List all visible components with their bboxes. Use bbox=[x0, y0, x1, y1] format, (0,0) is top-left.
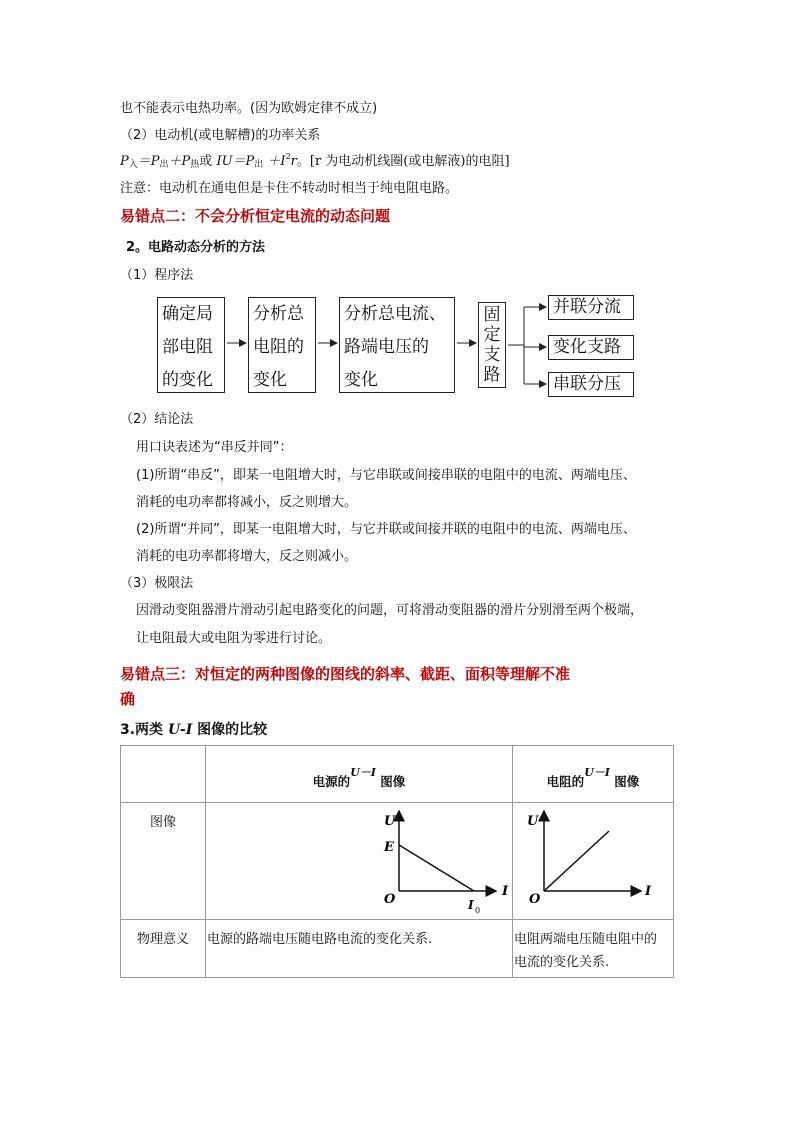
method3-label: （3）极限法 bbox=[120, 576, 194, 591]
resistor-line bbox=[544, 831, 609, 891]
source-graph-cell bbox=[206, 803, 513, 920]
method2-line-5: 消耗的电功率都将增大，反之则减小。 bbox=[136, 549, 358, 564]
resistor-graph-cell bbox=[513, 803, 674, 920]
method3-line-1: 因滑动变阻器滑片滑动引起电路变化的问题，可将滑动变阻器的滑片分别滑至两个极端， bbox=[136, 603, 644, 618]
label-i: I bbox=[502, 884, 509, 899]
table-header-source: 电源的U－I 图像 bbox=[206, 746, 513, 803]
method3-line-2: 让电阻最大或电阻为零进行讨论。 bbox=[136, 631, 332, 646]
section3-title-line-2: 确 bbox=[120, 690, 136, 708]
label-o: O bbox=[384, 892, 396, 907]
label-u: U bbox=[384, 814, 396, 829]
text-line-2: （2）电动机(或电解槽)的功率关系 bbox=[120, 128, 321, 143]
resistor-ui-graph bbox=[513, 803, 673, 919]
flow-arrows bbox=[0, 0, 794, 420]
label-u: U bbox=[527, 814, 539, 829]
flow-out-series: 串联分压 bbox=[548, 372, 634, 397]
section2-subtitle: 2。电路动态分析的方法 bbox=[126, 240, 266, 255]
row-image-label: 图像 bbox=[121, 803, 206, 920]
section3-title-line-1: 易错点三：对恒定的两种图像的图线的斜率、截距、面积等理解不准 bbox=[120, 665, 571, 683]
flow-box-2: 分析总 电阻的 变化 bbox=[248, 297, 316, 393]
label-o: O bbox=[529, 892, 541, 907]
source-meaning-cell: 电源的路端电压随电路电流的变化关系. bbox=[206, 920, 513, 978]
label-i0: I bbox=[468, 898, 474, 912]
source-ui-graph bbox=[206, 803, 512, 919]
method2-line-4: (2)所谓“并同”，即某一电阻增大时，与它并联或间接并联的电阻中的电流、两端电压、 bbox=[136, 522, 636, 537]
method2-label: （2）结论法 bbox=[120, 412, 194, 427]
method2-line-1: 用口诀表述为“串反并同”： bbox=[136, 440, 293, 455]
flow-box-3: 分析总电流、 路端电压的 变化 bbox=[339, 297, 455, 393]
flow-box-4: 固 定 支 路 bbox=[478, 302, 506, 388]
table-header-resistor: 电阻的U－I 图像 bbox=[513, 746, 674, 803]
flow-out-branch: 变化支路 bbox=[548, 335, 634, 360]
method2-line-2: (1)所谓“串反”，即某一电阻增大时，与它串联或间接串联的电阻中的电流、两端电压、 bbox=[136, 468, 636, 483]
flow-box-1: 确定局 部电阻 的变化 bbox=[157, 297, 225, 393]
resistor-meaning-cell: 电阻两端电压随电阻中的 电流的变化关系. bbox=[513, 920, 674, 978]
source-line bbox=[399, 845, 474, 891]
row-meaning-label: 物理意义 bbox=[121, 920, 206, 978]
ui-comparison-table bbox=[120, 745, 674, 978]
section2-title: 易错点二：不会分析恒定电流的动态问题 bbox=[120, 207, 391, 225]
method1-label: （1）程序法 bbox=[120, 268, 194, 283]
label-i: I bbox=[645, 884, 652, 899]
power-formula: $P_入=P_出+P_热$或 $IU=P_出 +I^2r$。[r 为电动机线圈(或电解液)的电阻] bbox=[120, 152, 510, 170]
table-corner-cell bbox=[121, 746, 206, 803]
label-i0-sub: 0 bbox=[475, 906, 481, 915]
flow-out-parallel: 并联分流 bbox=[548, 295, 634, 320]
text-line-1: 也不能表示电热功率。(因为欧姆定律不成立) bbox=[120, 101, 378, 116]
text-line-4: 注意：电动机在通电但是卡住不转动时相当于纯电阻电路。 bbox=[120, 181, 459, 196]
method2-line-3: 消耗的电功率都将减小，反之则增大。 bbox=[136, 495, 358, 510]
label-e: E bbox=[384, 840, 394, 855]
section3-subtitle: 3.两类 U-I 图像的比较 bbox=[120, 722, 268, 738]
